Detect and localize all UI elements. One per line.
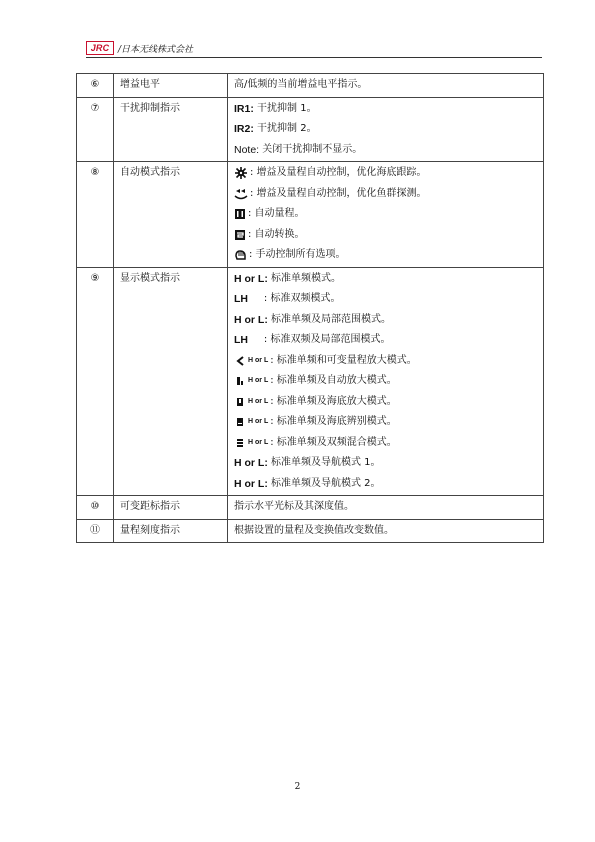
description-line	[234, 412, 537, 433]
description-line	[234, 453, 537, 474]
table-row	[77, 74, 544, 98]
table-row	[77, 97, 544, 162]
description-line	[234, 310, 537, 331]
mode-label: H or L:	[234, 477, 268, 490]
auto-shift-icon	[234, 229, 246, 241]
mode-label: H or L:	[234, 457, 268, 469]
description-text: 指示水平光标及其深度值。	[234, 501, 354, 512]
description-line	[234, 474, 537, 495]
bottom-discrimination-icon	[234, 416, 246, 428]
icon-caption: H or L	[248, 356, 269, 364]
indicator-description	[228, 267, 544, 496]
mode-label: LH	[234, 334, 248, 346]
mode-label: LH	[234, 293, 248, 305]
company-name: /日本无线株式会社	[118, 44, 194, 55]
auto-range-icon	[234, 208, 246, 220]
description-line	[234, 75, 537, 96]
description-line	[234, 184, 537, 205]
description-text: : 标准单频及自动放大模式。	[270, 375, 397, 386]
description-line	[234, 497, 537, 518]
description-text: : 标准单频及海底放大模式。	[270, 395, 397, 407]
mode-label: H or L:	[234, 313, 268, 326]
bottom-zoom-icon	[234, 396, 246, 408]
description-line	[234, 392, 537, 413]
description-text: : 标准单频及海底辨别模式。	[270, 416, 397, 427]
description-text: : 增益及量程自动控制，优化海底跟踪。	[250, 167, 427, 178]
indicator-description	[228, 496, 544, 520]
description-line	[234, 330, 537, 351]
description-line	[234, 371, 537, 392]
description-line	[234, 245, 537, 266]
indicator-table	[76, 73, 544, 543]
description-line	[234, 204, 537, 225]
description-text: : 标准单频及双频混合模式。	[270, 436, 397, 448]
table-row	[77, 496, 544, 520]
indicator-description	[228, 97, 544, 162]
description-text: 根据设置的量程及变换值改变数值。	[234, 524, 394, 536]
indicator-name: 增益电平	[114, 74, 228, 98]
row-number: ⑧	[77, 162, 114, 268]
indicator-name: 显示模式指示	[114, 267, 228, 496]
description-text: 高/低频的当前增益电平指示。	[234, 79, 368, 90]
indicator-description	[228, 74, 544, 98]
mode-label: H or L:	[234, 272, 268, 285]
indicator-name: 自动模式指示	[114, 162, 228, 268]
description-line	[234, 99, 537, 120]
row-number: ⑥	[77, 74, 114, 98]
table-row	[77, 267, 544, 496]
indicator-name: 量程刻度指示	[114, 519, 228, 543]
description-text: : 自动量程。	[248, 208, 305, 219]
icon-caption: H or L	[248, 418, 269, 425]
description-text: : 标准双频及局部范围模式。	[248, 334, 391, 345]
header-divider	[86, 57, 542, 58]
zoom-variable-icon	[234, 355, 246, 367]
jrc-logo: JRC	[86, 41, 114, 55]
description-text: 标准单频及导航模式 1。	[267, 457, 381, 468]
row-number: ⑪	[77, 519, 114, 543]
fish-school-icon	[234, 188, 248, 200]
indicator-description	[228, 519, 544, 543]
indicator-name: 干扰抑制指示	[114, 97, 228, 162]
description-text: : 手动控制所有选项。	[249, 249, 346, 260]
table-row	[77, 162, 544, 268]
description-text: 干扰抑制 2。	[253, 123, 317, 134]
description-line	[234, 140, 537, 161]
row-number: ⑦	[77, 97, 114, 162]
mode-label: Note:	[234, 143, 260, 156]
dual-mix-icon	[234, 437, 246, 449]
description-text: 关闭干扰抑制不显示。	[259, 143, 363, 155]
description-line	[234, 433, 537, 454]
page-header	[86, 39, 193, 57]
icon-caption: H or L	[248, 397, 269, 405]
description-text: : 标准双频模式。	[248, 293, 341, 304]
description-text: 干扰抑制 1。	[253, 102, 317, 114]
description-line	[234, 225, 537, 246]
indicator-name: 可变距标指示	[114, 496, 228, 520]
icon-caption: H or L	[248, 438, 269, 446]
gear-fish-icon	[234, 167, 248, 179]
table-row	[77, 519, 544, 543]
description-text: : 增益及量程自动控制，优化鱼群探测。	[250, 187, 427, 199]
description-line	[234, 351, 537, 372]
description-text: : 自动转换。	[248, 228, 305, 240]
description-line	[234, 163, 537, 184]
row-number: ⑩	[77, 496, 114, 520]
page-number: 2	[294, 782, 301, 792]
description-text: 标准单频及局部范围模式。	[267, 313, 392, 325]
description-line	[234, 119, 537, 140]
description-line	[234, 521, 537, 542]
description-text: 标准单频模式。	[267, 272, 342, 284]
description-text: 标准单频及导航模式 2。	[267, 477, 381, 489]
indicator-description	[228, 162, 544, 268]
row-number: ⑨	[77, 267, 114, 496]
description-line	[234, 269, 537, 290]
icon-caption: H or L	[248, 377, 269, 384]
hand-icon	[234, 249, 247, 261]
mode-label: IR2:	[234, 123, 254, 135]
zoom-auto-icon	[234, 375, 246, 387]
description-line	[234, 289, 537, 310]
description-text: : 标准单频和可变量程放大模式。	[270, 354, 417, 366]
mode-label: IR1:	[234, 102, 254, 115]
